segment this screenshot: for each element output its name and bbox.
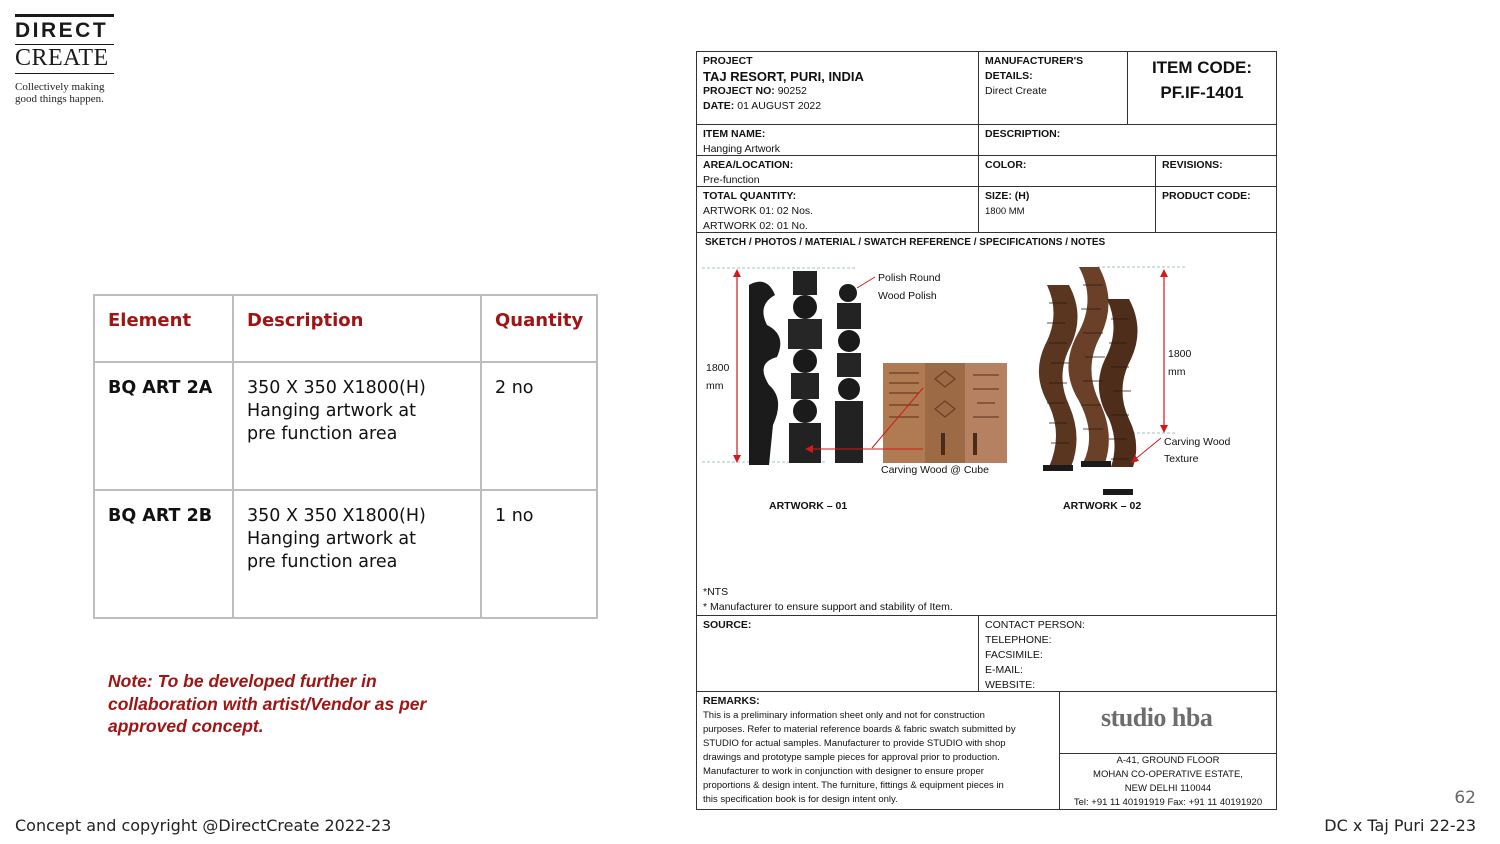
- annotation-carving-cube: Carving Wood @ Cube: [881, 464, 989, 476]
- row-desc-line: Hanging artwork at: [247, 401, 416, 421]
- artwork-01-sculpture: [749, 271, 863, 465]
- annotation-line: Wood Polish: [878, 290, 937, 302]
- artwork-02-caption: ARTWORK – 02: [1063, 500, 1142, 512]
- address-line: A-41, GROUND FLOOR: [1116, 755, 1220, 766]
- address-line: NEW DELHI 110044: [1124, 783, 1212, 794]
- annotation-dimension-1: [706, 361, 729, 393]
- logo-tagline: [15, 81, 117, 105]
- mfr-label-2: DETAILS:: [985, 70, 1033, 82]
- sketch-header: SKETCH / PHOTOS / MATERIAL / SWATCH REFERENCE / SPECIFICATIONS / NOTES: [705, 237, 1106, 248]
- sculpture-cube: [788, 319, 822, 349]
- sculpture-cube: [837, 353, 861, 377]
- revisions-block: [1156, 156, 1276, 186]
- row-element: BQ ART 2B: [94, 490, 233, 618]
- table-row: [94, 362, 597, 490]
- sculpture-cube: [837, 303, 861, 329]
- logo-top-bar: [15, 14, 114, 17]
- studio-address: [1060, 754, 1276, 810]
- logo-create: CREATE: [15, 45, 109, 71]
- sculpture-sphere: [838, 378, 860, 400]
- remarks-line: this specification book is for design intent only.: [703, 794, 898, 805]
- sculpture-cube: [789, 423, 821, 463]
- annotation-line: Polish Round: [878, 272, 941, 284]
- sculpture-sphere: [838, 330, 860, 352]
- sketch-illustration: [697, 233, 1276, 616]
- sculpture-sphere: [793, 349, 817, 373]
- sculpture-sphere: [839, 284, 857, 302]
- note-line: approved concept.: [108, 716, 264, 736]
- sculpture-wave: [749, 282, 780, 465]
- area-block: [697, 156, 977, 186]
- sculpture-cube: [835, 401, 863, 463]
- project-name: TAJ RESORT, PURI, INDIA: [703, 69, 864, 84]
- row-desc-line: 350 X 350 X1800(H): [247, 378, 426, 398]
- project-block: [697, 52, 977, 124]
- source-label: SOURCE:: [703, 619, 752, 631]
- arrow-head: [1160, 269, 1168, 277]
- logo-direct: DIRECT: [15, 19, 109, 42]
- total-qty-label: TOTAL QUANTITY:: [703, 190, 797, 202]
- date-value: 01 AUGUST 2022: [737, 100, 822, 112]
- size-value: 1800 MM: [985, 206, 1025, 217]
- row-quantity: 1 no: [481, 490, 597, 618]
- annotation-line: mm: [1168, 366, 1186, 378]
- description-block: [979, 125, 1275, 155]
- area-label: AREA/LOCATION:: [703, 159, 794, 171]
- description-label: DESCRIPTION:: [985, 128, 1061, 140]
- size-block: [979, 187, 1155, 232]
- row-element: BQ ART 2A: [94, 362, 233, 490]
- remarks-line: purposes. Refer to material reference boards & fabric swatch submitted by: [703, 724, 1016, 735]
- remarks-line: proportions & design intent. The furniture, fittings & equipment pieces in: [703, 780, 1004, 791]
- panel-handle: [973, 433, 977, 455]
- column-base: [1081, 461, 1111, 467]
- project-no-value: 90252: [777, 85, 807, 97]
- telephone-label: TELEPHONE:: [985, 634, 1052, 646]
- date-line: [703, 99, 971, 114]
- area-value: Pre-function: [703, 174, 760, 186]
- note-line: collaboration with artist/Vendor as per: [108, 693, 427, 714]
- development-note: [108, 670, 478, 738]
- contact-label: CONTACT PERSON:: [985, 619, 1085, 631]
- annotation-line: 1800: [1168, 348, 1192, 360]
- website-label: WEBSITE:: [985, 679, 1036, 691]
- row-desc-line: Hanging artwork at: [247, 529, 416, 549]
- direct-create-logo: [15, 14, 117, 105]
- source-block: [697, 616, 977, 691]
- manufacturer-note: * Manufacturer to ensure support and stability of Item.: [703, 601, 953, 613]
- annotation-line: Carving Wood: [1164, 436, 1231, 448]
- annotation-line: Texture: [1164, 453, 1199, 465]
- project-label: PROJECT: [703, 55, 753, 67]
- artwork-02-sculpture: [1039, 267, 1138, 495]
- product-code-block: [1156, 187, 1276, 232]
- item-name-value: Hanging Artwork: [703, 143, 781, 155]
- header-element: Element: [94, 295, 233, 362]
- remarks-label: REMARKS:: [703, 695, 760, 707]
- page-number: 62: [1454, 788, 1476, 808]
- item-code-value: PF.IF-1401: [1160, 83, 1244, 102]
- sculpture-cube: [793, 271, 817, 295]
- manufacturer-block: [979, 52, 1127, 124]
- annotation-line: 1800: [706, 362, 730, 374]
- project-no-label: PROJECT NO:: [703, 85, 775, 97]
- item-name-block: [697, 125, 977, 155]
- leader-line: [857, 277, 875, 288]
- color-block: [979, 156, 1155, 186]
- address-line: MOHAN CO-OPERATIVE ESTATE,: [1093, 769, 1243, 780]
- logo-divider-bottom: [15, 73, 114, 74]
- element-table: [93, 294, 598, 619]
- qty-line: ARTWORK 01: 02 Nos.: [703, 205, 814, 217]
- qty-line: ARTWORK 02: 01 No.: [703, 220, 808, 232]
- table-header-row: [94, 295, 597, 362]
- color-label: COLOR:: [985, 159, 1027, 171]
- remarks-line: Manufacturer to work in conjunction with designer to ensure proper: [703, 766, 984, 777]
- row-desc-line: pre function area: [247, 552, 398, 572]
- product-code-label: PRODUCT CODE:: [1162, 190, 1251, 202]
- email-label: E-MAIL:: [985, 664, 1023, 676]
- revisions-label: REVISIONS:: [1162, 159, 1223, 171]
- size-label: SIZE: (H): [985, 190, 1030, 202]
- column-base: [1103, 489, 1133, 495]
- specification-sheet: [696, 51, 1277, 810]
- annotation-dimension-2: [1168, 347, 1191, 379]
- logo-tagline-line2: good things happen.: [15, 93, 104, 105]
- logo-tagline-line1: Collectively making: [15, 81, 105, 93]
- remarks-line: drawings and prototype sample pieces for approval prior to production.: [703, 752, 1000, 763]
- sculpture-sphere: [793, 399, 817, 423]
- item-name-label: ITEM NAME:: [703, 128, 766, 140]
- row-description: [233, 362, 481, 490]
- mfr-value: Direct Create: [985, 85, 1047, 97]
- studio-hba-logo: studio hba: [1101, 703, 1213, 732]
- annotation-line: mm: [706, 380, 724, 392]
- annotation-carving-texture: [1164, 435, 1230, 466]
- contact-block: [979, 616, 1275, 691]
- header-quantity: Quantity: [481, 295, 597, 362]
- remarks-block: [697, 692, 1059, 809]
- leader-line: [1133, 438, 1161, 461]
- arrow-head: [733, 269, 741, 277]
- remarks-line: This is a preliminary information sheet only and not for construction: [703, 710, 985, 721]
- wood-panel-section: [883, 363, 925, 463]
- column-base: [1043, 465, 1073, 471]
- row-desc-line: 350 X 350 X1800(H): [247, 506, 426, 526]
- header-description: Description: [233, 295, 481, 362]
- facsimile-label: FACSIMILE:: [985, 649, 1043, 661]
- note-line: Note: To be developed further in: [108, 671, 377, 691]
- nts-note: *NTS: [703, 586, 729, 598]
- item-code-block: [1128, 52, 1276, 124]
- row-desc-line: pre function area: [247, 424, 398, 444]
- project-no-line: [703, 84, 971, 99]
- footer-copyright: Concept and copyright @DirectCreate 2022-23: [15, 816, 392, 835]
- total-quantity-block: [697, 187, 977, 232]
- sculpture-cube: [791, 373, 819, 399]
- table-row: [94, 490, 597, 618]
- address-line: Tel: +91 11 40191919 Fax: +91 11 40191920: [1073, 797, 1263, 808]
- item-code-label: ITEM CODE:: [1151, 58, 1253, 77]
- remarks-line: STUDIO for actual samples. Manufacturer to provide STUDIO with shop: [703, 738, 1006, 749]
- arrow-head: [1160, 425, 1168, 433]
- row-description: [233, 490, 481, 618]
- panel-handle: [941, 433, 945, 455]
- remarks-text: [703, 709, 1053, 807]
- annotation-polish: [878, 271, 940, 303]
- footer-project: DC x Taj Puri 22-23: [1324, 816, 1476, 835]
- wood-panel-section: [965, 363, 1007, 463]
- sculpture-sphere: [793, 295, 817, 319]
- row-quantity: 2 no: [481, 362, 597, 490]
- date-label: DATE:: [703, 100, 735, 112]
- artwork-01-caption: ARTWORK – 01: [769, 500, 848, 512]
- mfr-label-1: MANUFACTURER'S: [985, 55, 1084, 67]
